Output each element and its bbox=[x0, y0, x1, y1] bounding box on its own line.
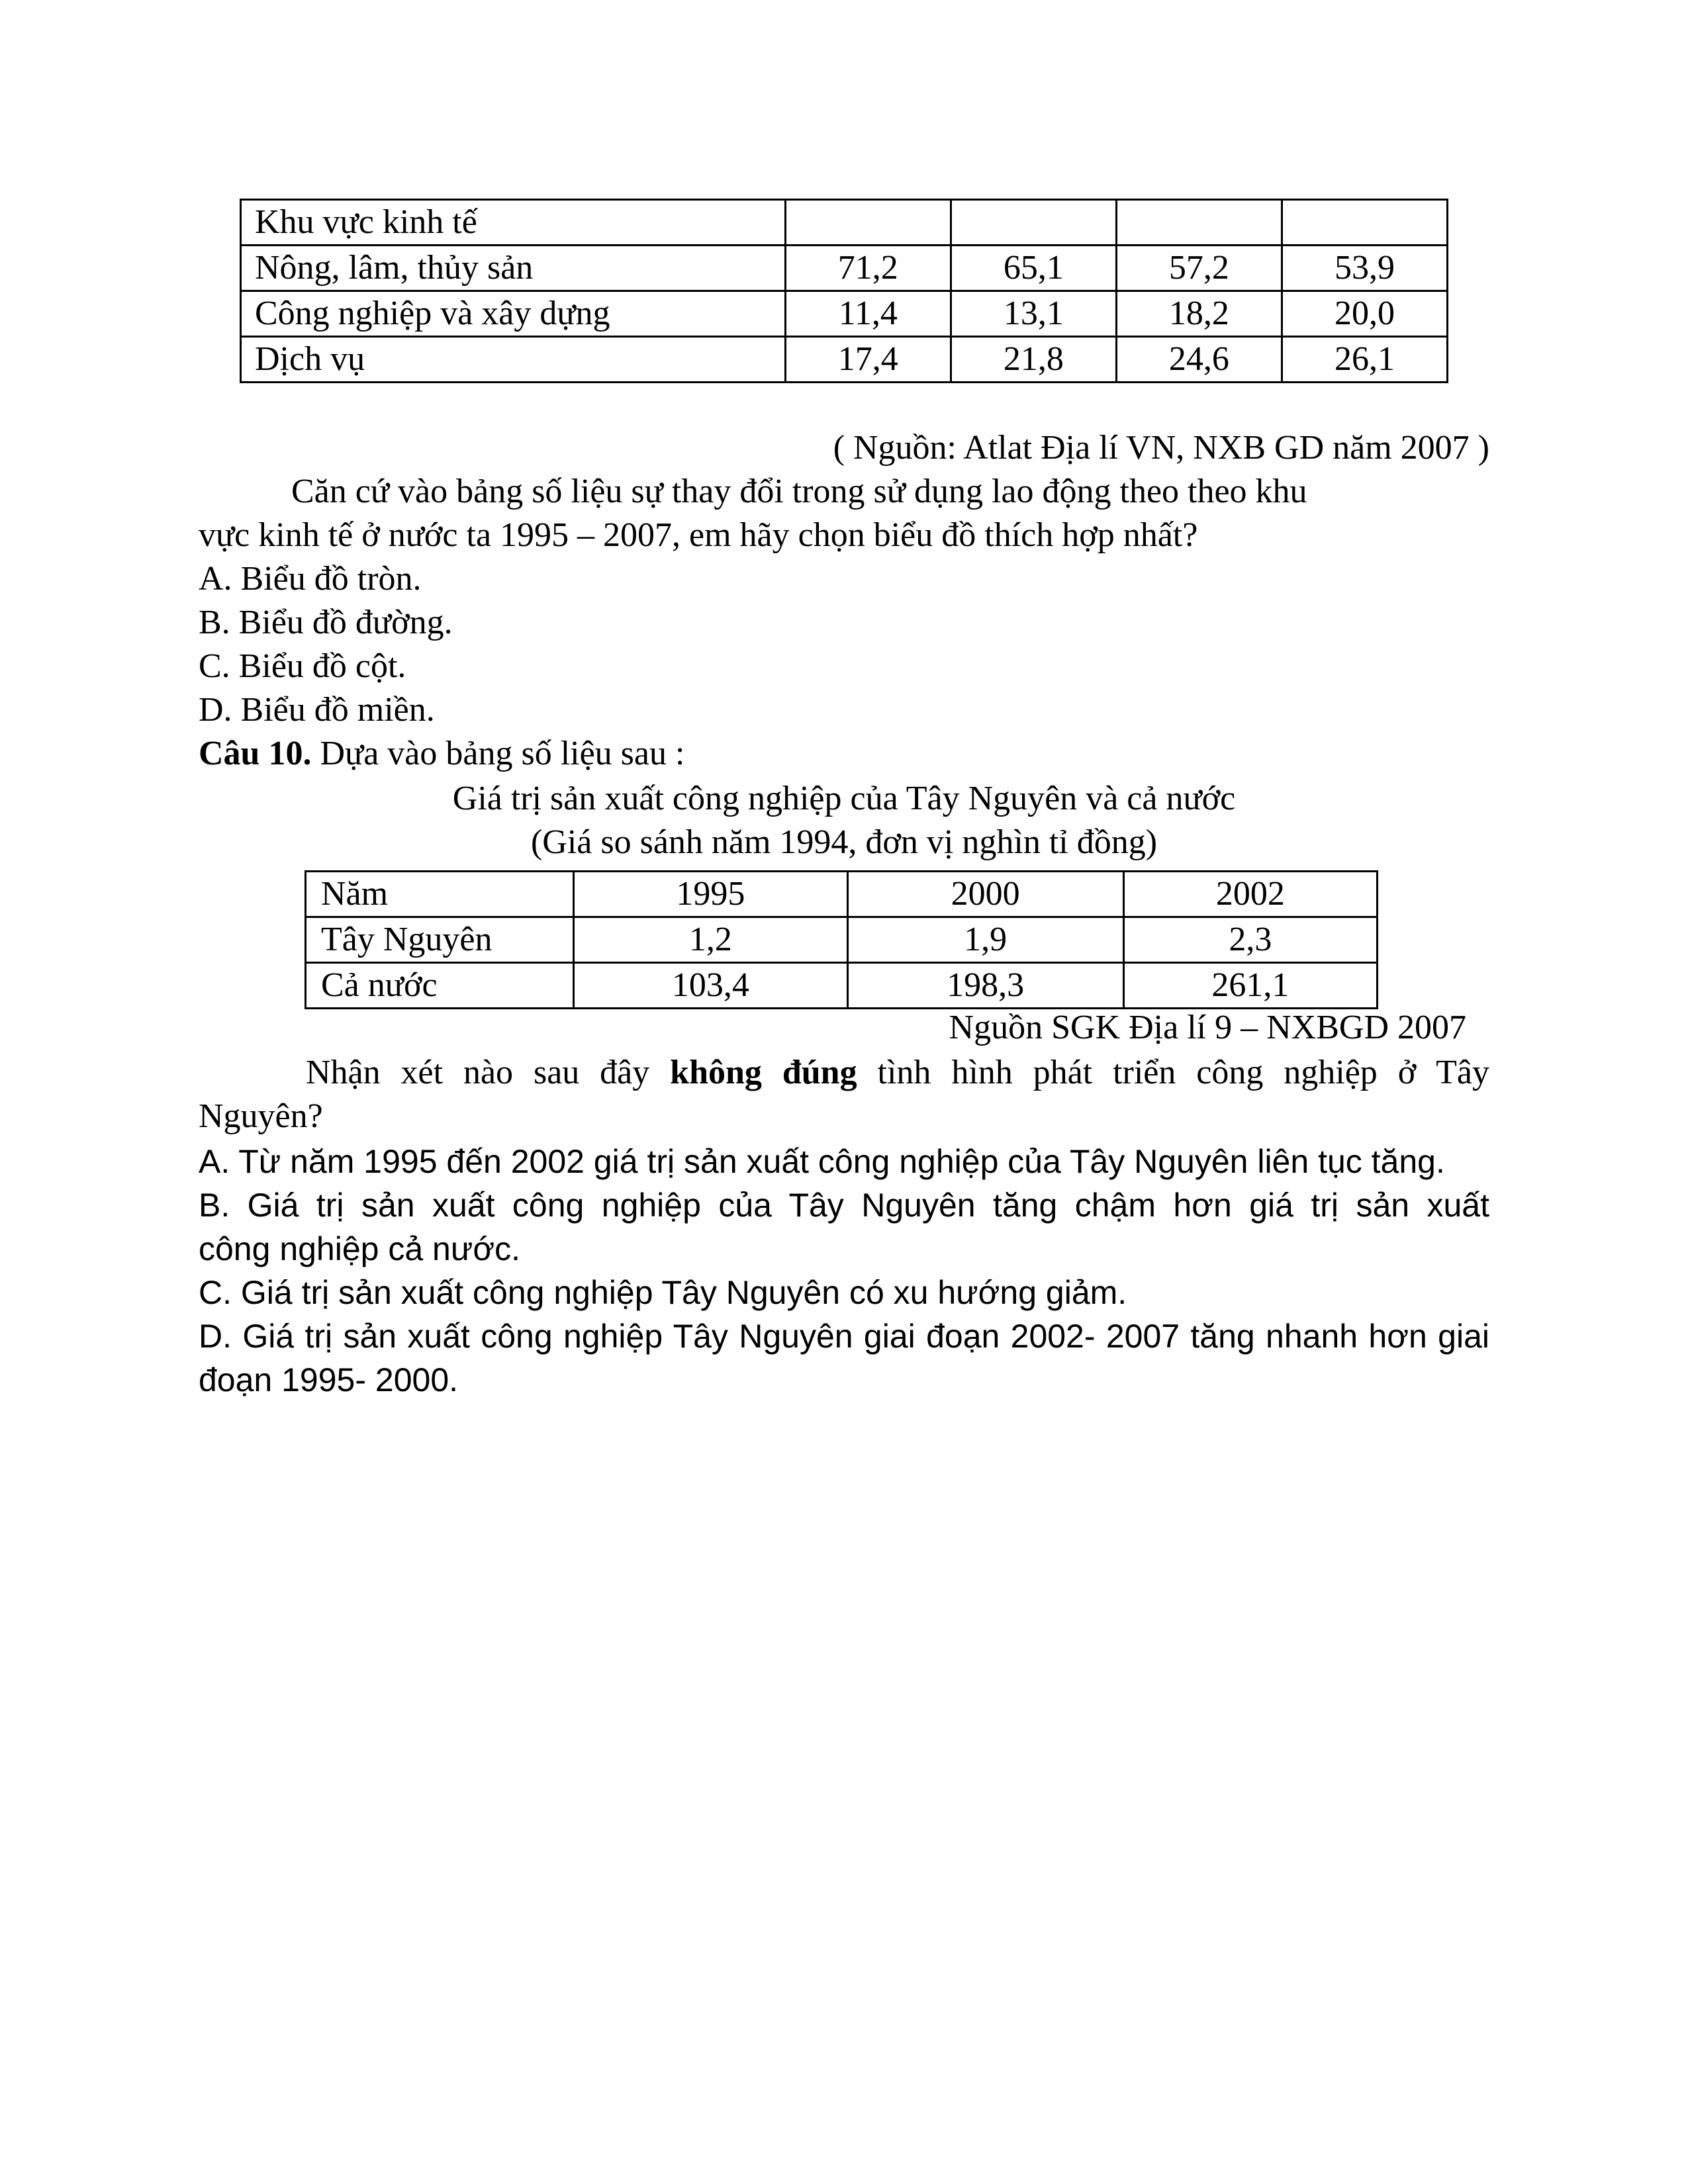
question10-option-d-line1: D. Giá trị sản xuất công nghiệp Tây Nguyên giai đoạn 2002- 2007 tăng nhanh hơn giai bbox=[199, 1318, 1489, 1355]
table-cell: 1,9 bbox=[847, 917, 1123, 963]
table-cell bbox=[951, 200, 1116, 246]
question10-intro: Dựa vào bảng số liệu sau : bbox=[311, 735, 685, 772]
row-label: Nông, lâm, thủy sản bbox=[241, 246, 786, 291]
table-cell bbox=[1116, 200, 1282, 246]
table-cell: 17,4 bbox=[785, 337, 951, 383]
table-row bbox=[241, 337, 1448, 383]
table-cell: 11,4 bbox=[785, 291, 951, 337]
question10-option-b-line1: B. Giá trị sản xuất công nghiệp của Tây Nguyên tăng chậm hơn giá trị sản xuất bbox=[199, 1187, 1489, 1224]
table-row bbox=[306, 963, 1378, 1009]
table-cell: 18,2 bbox=[1116, 291, 1282, 337]
row-label: Dịch vụ bbox=[241, 337, 786, 383]
table-cell: 103,4 bbox=[574, 963, 847, 1009]
prompt-text: tình hình phát triển công nghiệp ở Tây bbox=[877, 1054, 1490, 1091]
question9-option-a: A. Biểu đồ tròn. bbox=[199, 560, 422, 598]
table-row bbox=[306, 872, 1378, 917]
question10-heading bbox=[199, 732, 684, 776]
question10-option-d-line2: đoạn 1995- 2000. bbox=[199, 1361, 459, 1398]
table-cell bbox=[1282, 200, 1447, 246]
table-cell: 57,2 bbox=[1116, 246, 1282, 291]
table-cell: 261,1 bbox=[1123, 963, 1377, 1009]
table-cell: 198,3 bbox=[847, 963, 1123, 1009]
row-label: Công nghiệp và xây dựng bbox=[241, 291, 786, 337]
row-label: Tây Nguyên bbox=[306, 917, 574, 963]
table2-title: Giá trị sản xuất công nghiệp của Tây Nguyên và cả nước bbox=[452, 780, 1236, 817]
table-row bbox=[241, 200, 1448, 246]
table-cell bbox=[785, 200, 951, 246]
table-row bbox=[306, 917, 1378, 963]
table-cell: 13,1 bbox=[951, 291, 1116, 337]
table2-source: Nguồn SGK Địa lí 9 – NXBGD 2007 bbox=[949, 1009, 1466, 1046]
table2-subtitle: (Giá so sánh năm 1994, đơn vị nghìn tỉ đồng) bbox=[530, 823, 1158, 861]
table-cell: 2,3 bbox=[1123, 917, 1377, 963]
question9-prompt-line2: vực kinh tế ở nước ta 1995 – 2007, em hãy chọn biểu đồ thích hợp nhất? bbox=[199, 516, 1198, 554]
table1-source: ( Nguồn: Atlat Địa lí VN, NXB GD năm 2007 ) bbox=[833, 429, 1489, 467]
table-cell: 20,0 bbox=[1282, 291, 1447, 337]
question9-option-d: D. Biểu đồ miền. bbox=[199, 691, 435, 729]
question10-option-b-line2: công nghiệp cả nước. bbox=[199, 1230, 521, 1267]
table-cell: 65,1 bbox=[951, 246, 1116, 291]
table-cell: 24,6 bbox=[1116, 337, 1282, 383]
table-row bbox=[241, 291, 1448, 337]
table-cell: 21,8 bbox=[951, 337, 1116, 383]
table-cell: 53,9 bbox=[1282, 246, 1447, 291]
question9-prompt-line1: Căn cứ vào bảng số liệu sự thay đổi trong sử dụng lao động theo theo khu bbox=[291, 473, 1307, 510]
question10-prompt-line2: Nguyên? bbox=[199, 1097, 323, 1135]
question10-option-c: C. Giá trị sản xuất công nghiệp Tây Nguyên có xu hướng giảm. bbox=[199, 1274, 1127, 1311]
question10-number: Câu 10. bbox=[199, 735, 312, 772]
question10-option-a: A. Từ năm 1995 đến 2002 giá trị sản xuất công nghiệp của Tây Nguyên liên tục tăng. bbox=[199, 1143, 1445, 1180]
question9-option-c: C. Biểu đồ cột. bbox=[199, 647, 406, 685]
row-label: Cả nước bbox=[306, 963, 574, 1009]
industrial-output-table bbox=[305, 870, 1378, 1009]
question9-option-b: B. Biểu đồ đường. bbox=[199, 604, 453, 641]
table-cell: 71,2 bbox=[785, 246, 951, 291]
table-row bbox=[241, 246, 1448, 291]
column-header: Năm bbox=[306, 872, 574, 917]
column-header: 1995 bbox=[574, 872, 847, 917]
prompt-emphasis: không đúng bbox=[670, 1054, 857, 1091]
table-cell: 1,2 bbox=[574, 917, 847, 963]
table-cell: 26,1 bbox=[1282, 337, 1447, 383]
column-header: 2000 bbox=[847, 872, 1123, 917]
row-label: Khu vực kinh tế bbox=[241, 200, 786, 246]
question10-prompt-line1 bbox=[306, 1051, 1489, 1095]
column-header: 2002 bbox=[1123, 872, 1377, 917]
prompt-text: Nhận xét nào sau đây bbox=[306, 1054, 650, 1091]
labor-structure-table bbox=[240, 199, 1448, 383]
